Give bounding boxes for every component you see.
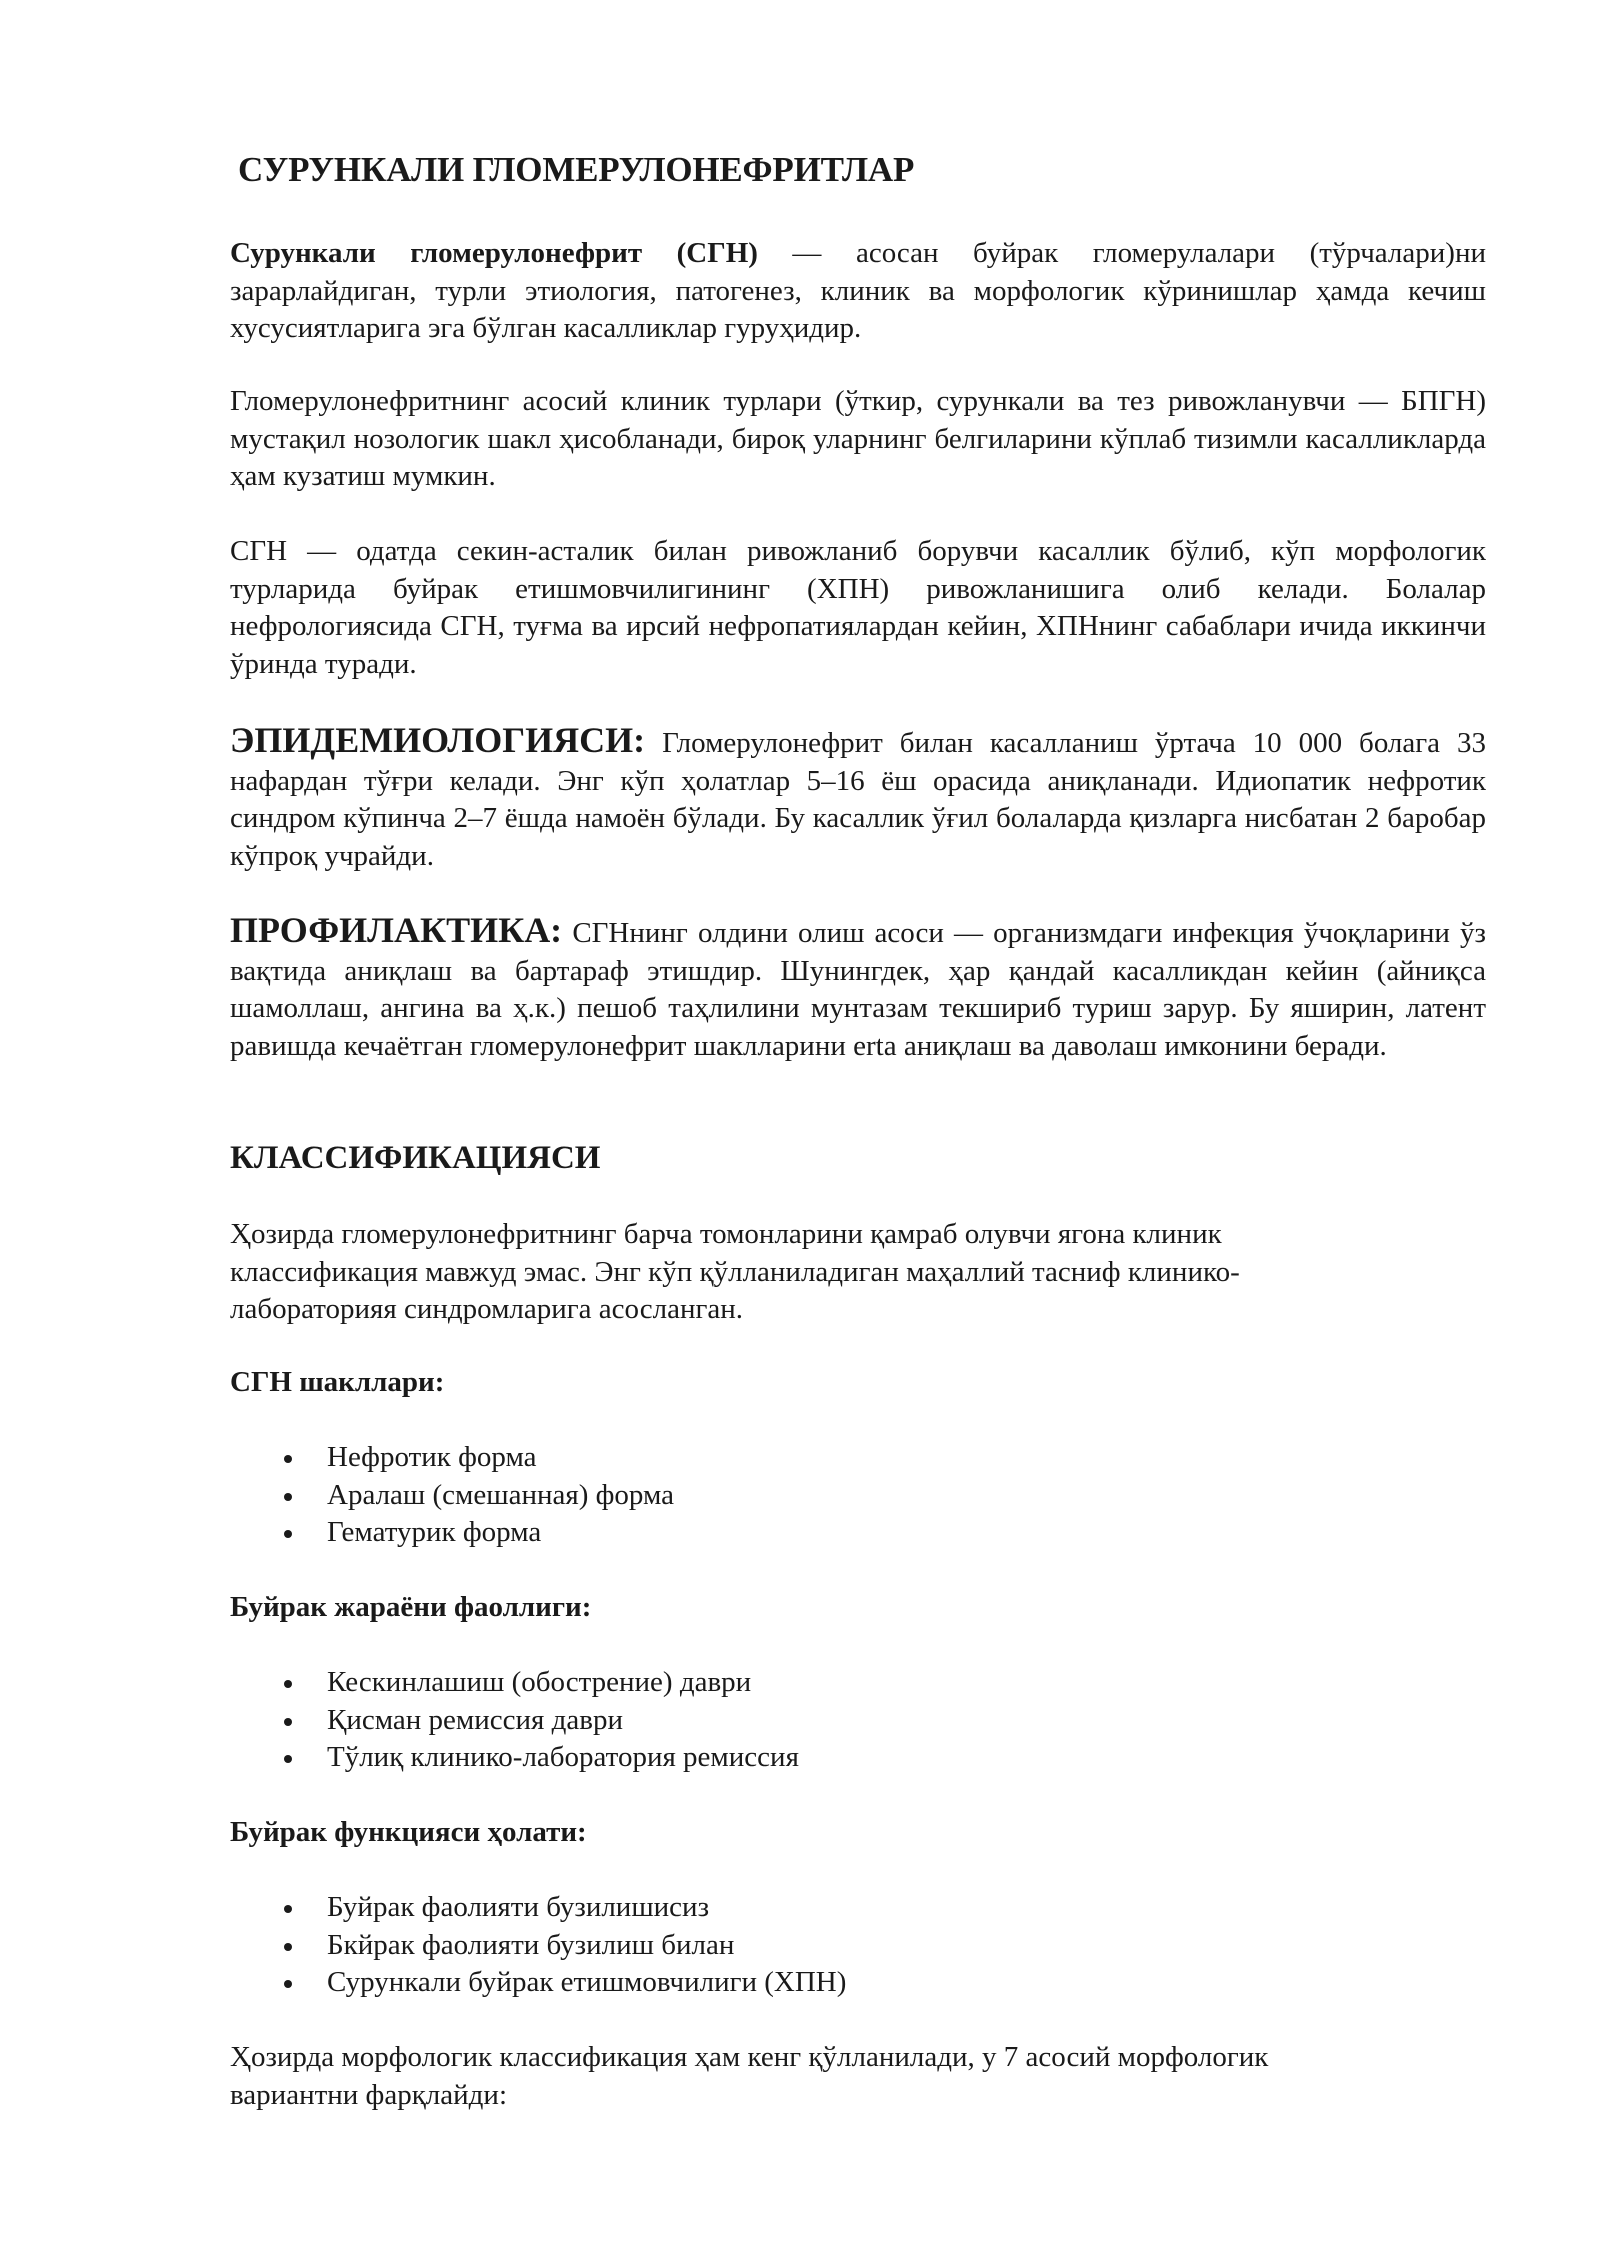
activity-list [230,1664,799,1777]
function-list [230,1889,846,2002]
function-heading: Буйрак функцияси ҳолати: [230,1816,587,1848]
list-item: Кескинлашиш (обострение) даври [230,1664,799,1702]
classification-intro: Ҳозирда гломерулонефритнинг барча томонларини қамраб олувчи ягона клиник классификация мавжуд эмас. Энг кўп қўлланиладиган маҳаллий тасниф клинико-лабораторияя синдромларига асосланган. [230,1218,1240,1325]
list-item: Аралаш (смешанная) форма [230,1477,674,1515]
bullet-icon [284,1680,292,1688]
list-item: Сурункали буйрак етишмовчилиги (ХПН) [230,1964,846,2002]
intro-paragraph [230,235,1486,348]
types-paragraph: Гломерулонефритнинг асосий клиник турлари (ўткир, сурункали ва тез ривожланувчи — БПГН) мустақил нозологик шакл ҳисобланади, бироқ уларнинг белгиларини кўплаб тизимли касалликларда ҳам кузатиш мумкин. [230,385,1486,492]
list-item: Нефротик форма [230,1439,674,1477]
epidemiology-heading: ЭПИДЕМИОЛОГИЯСИ: [230,720,646,760]
bullet-icon [284,1755,292,1763]
list-item: Буйрак фаолияти бузилишисиз [230,1889,846,1927]
classification-heading: КЛАССИФИКАЦИЯСИ [230,1140,601,1176]
bullet-icon [284,1493,292,1501]
intro-text: — асосан буйрак гломерулалари (тўрчалари)ни зарарлайдиган, турли этиология, патогенез, клиник ва морфологик кўринишлар ҳамда кечиш хусусиятларига эга бўлган касалликлар гуруҳидир. [230,237,1486,344]
bullet-icon [284,1980,292,1988]
document-title: СУРУНКАЛИ ГЛОМЕРУЛОНЕФРИТЛАР [238,150,915,189]
bullet-icon [284,1718,292,1726]
forms-list [230,1439,674,1552]
prevention-heading: ПРОФИЛАКТИКА: [230,910,563,950]
bullet-icon [284,1530,292,1538]
list-item: Тўлиқ клинико-лаборатория ремиссия [230,1739,799,1777]
prevention-text: СГНнинг олдини олиш асоси — организмдаги инфекция ўчоқларини ўз вақтида аниқлаш ва бартараф этишдир. Шунингдек, ҳар қандай касалликдан кейин (айниқса шамоллаш, ангина ва ҳ.к.) пешоб таҳлилини мунтазам текшириб туриш зарур. Бу яширин, латент равишда кечаётган гломерулонефрит шаклларини erta аниқлаш ва даволаш имконини беради. [230,917,1486,1062]
list-item: Қисман ремиссия даври [230,1702,799,1740]
morphology-paragraph: Ҳозирда морфологик классификация ҳам кенг қўлланилади, у 7 асосий морфологик вариантни фарқлайди: [230,2041,1269,2111]
activity-heading: Буйрак жараёни фаоллиги: [230,1591,592,1623]
forms-heading: СГН шакллари: [230,1366,445,1398]
bullet-icon [284,1905,292,1913]
bullet-icon [284,1943,292,1951]
prevention-paragraph [230,912,1486,1065]
list-item: Гематурик форма [230,1514,674,1552]
bullet-icon [284,1455,292,1463]
intro-term: Сурункали гломерулонефрит (СГН) [230,237,758,269]
epidemiology-text: Гломерулонефрит билан касалланиш ўртача 10 000 болага 33 нафардан тўғри келади. Энг кўп ҳолатлар 5–16 ёш орасида аниқланади. Идиопатик нефротик синдром кўпинча 2–7 ёшда намоён бўлади. Бу касаллик ўғил болаларда қизларга нисбатан 2 баробар кўпроқ учрайди. [230,727,1486,872]
course-paragraph: СГН — одатда секин-асталик билан ривожланиб борувчи касаллик бўлиб, кўп морфологик турларида буйрак етишмовчилигининг (ХПН) ривожланишига олиб келади. Болалар нефрологиясида СГН, туғма ва ирсий нефропатиялардан кейин, ХПНнинг сабаблари ичида иккинчи ўринда туради. [230,535,1486,680]
list-item: Бкйрак фаолияти бузилиш билан [230,1927,846,1965]
epidemiology-paragraph [230,722,1486,875]
